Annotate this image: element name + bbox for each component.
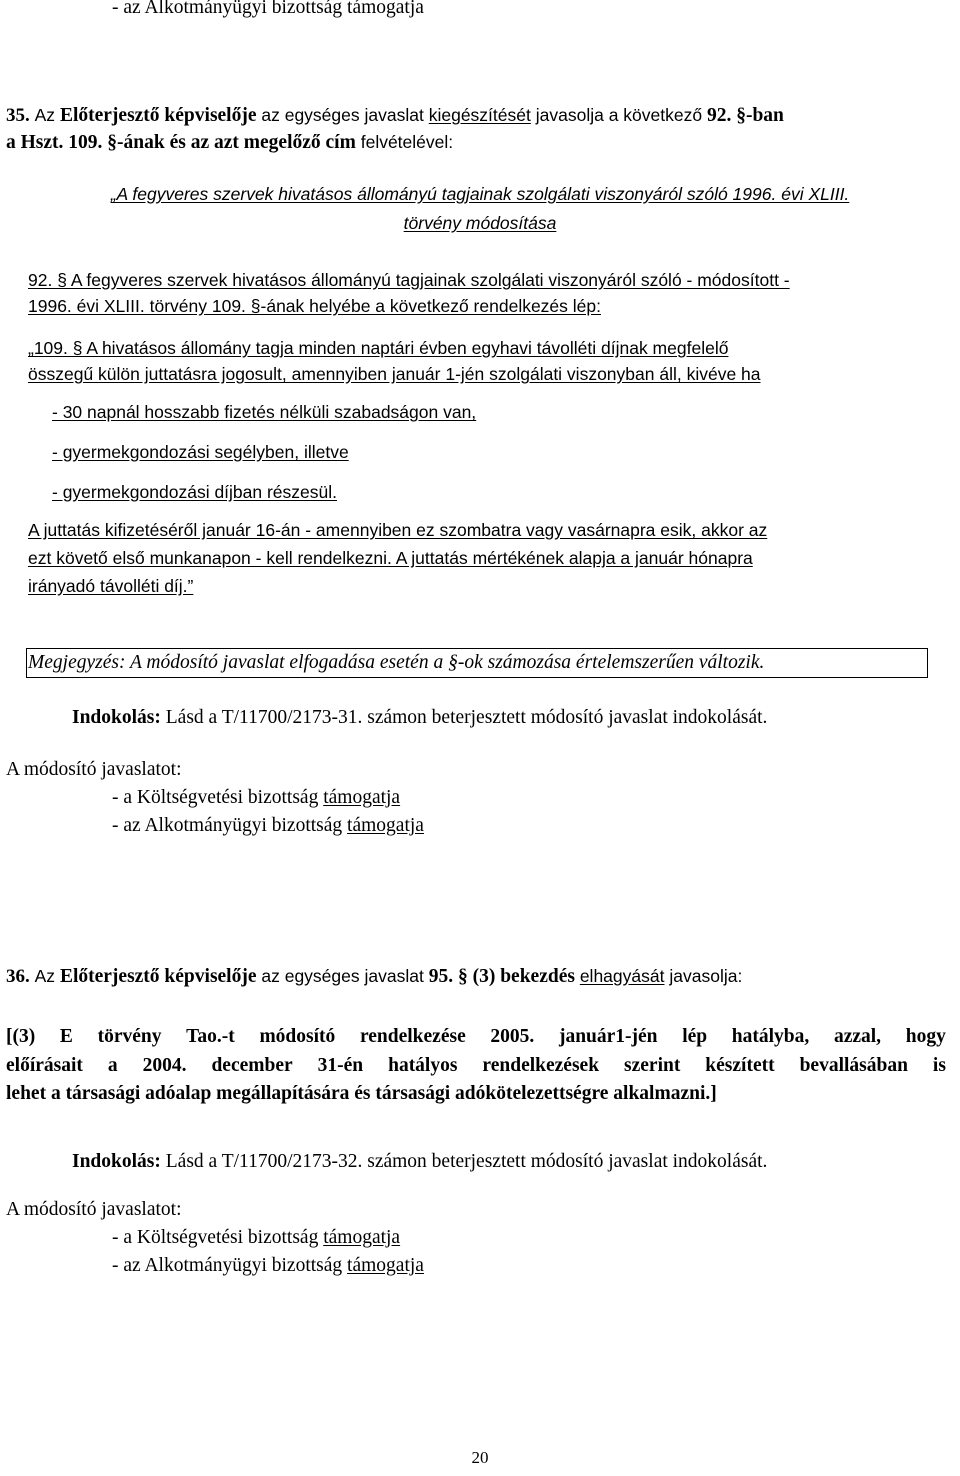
support-line-36-2	[112, 1254, 424, 1278]
word: E	[59, 1026, 73, 1047]
law-title-line2	[0, 211, 960, 235]
para-109-line2: összegű külön juttatásra jogosult, amennyiben január 1-jén szolgálati viszonyban áll, kivéve ha	[28, 364, 761, 384]
word: január1-jén	[558, 1026, 658, 1047]
law-title: „A fegyveres szervek hivatásos állományú tagjainak szolgálati viszonyáról szóló 1996. évi XLIII.	[110, 184, 850, 204]
word: 2005.	[490, 1026, 535, 1047]
heading-text: az egységes javaslat	[261, 966, 424, 986]
law-title: törvény módosítása	[403, 213, 557, 233]
item-number: 36.	[6, 966, 30, 987]
word: 2004.	[142, 1055, 187, 1076]
item-number: 35.	[6, 105, 30, 126]
justification-text: Lásd a T/11700/2173-31. számon beterjesztett módosító javaslat indokolását.	[165, 707, 768, 728]
word: is	[932, 1055, 946, 1076]
word: szerint	[624, 1055, 681, 1076]
committee: - a Költségvetési bizottság	[112, 787, 319, 808]
committee: - a Költségvetési bizottság	[112, 1227, 319, 1248]
heading-text: javasolja a következő	[535, 105, 703, 125]
support-status: támogatja	[323, 1227, 401, 1248]
word: hatályba,	[731, 1026, 810, 1047]
support-status: támogatja	[323, 787, 401, 808]
word: 31-én	[317, 1055, 364, 1076]
payment-line3: irányadó távolléti díj.”	[28, 576, 194, 596]
word: módosító	[259, 1026, 336, 1047]
heading-text: az egységes javaslat	[261, 105, 424, 125]
provision-line1	[6, 1025, 946, 1049]
committee: - az Alkotmányügyi bizottság	[112, 1255, 343, 1276]
committee: - az Alkotmányügyi bizottság	[112, 815, 343, 836]
justification-35	[72, 706, 767, 730]
word: december	[211, 1055, 293, 1076]
justification-label: Indokolás:	[72, 707, 161, 728]
support-line-36-1	[112, 1226, 400, 1250]
payment-line2: ezt követő első munkanapon - kell rendelkezni. A juttatás mértékének alapja a január hónapra	[28, 548, 753, 568]
support-line-35-2	[112, 814, 424, 838]
para-92-line1: 92. § A fegyveres szervek hivatásos állományú tagjainak szolgálati viszonyáról szóló - módosított -	[28, 270, 790, 290]
support-line-35-1	[112, 786, 400, 810]
item-35-heading	[6, 103, 784, 128]
word: Tao.-t	[186, 1026, 235, 1047]
payment-line1: A juttatás kifizetéséről január 16-án - amennyiben ez szombatra vagy vasárnapra esik, akkor az	[28, 520, 768, 540]
action-word: elhagyását	[579, 966, 665, 986]
word: törvény	[97, 1026, 162, 1047]
item-36-heading	[6, 964, 742, 989]
proposer: Előterjesztő képviselője	[59, 105, 257, 126]
word: hatályos	[388, 1055, 458, 1076]
word: hogy	[905, 1026, 946, 1047]
action-word: kiegészítését	[428, 105, 531, 125]
bullet-2: - gyermekgondozási segélyben, illetve	[52, 442, 349, 462]
heading-text: Az	[34, 966, 56, 986]
heading-text: Az	[34, 105, 56, 125]
section-ref: a Hszt. 109. §-ának és az azt megelőző cím	[6, 132, 356, 153]
word: azzal,	[833, 1026, 882, 1047]
word: bevallásában	[799, 1055, 908, 1076]
bullet-1: - 30 napnál hosszabb fizetés nélküli szabadságon van,	[52, 402, 477, 422]
provision-line2	[6, 1054, 946, 1078]
section-ref: 95. § (3) bekezdés	[428, 966, 575, 987]
word: előírásait	[6, 1055, 83, 1076]
law-title-line1	[0, 182, 960, 206]
note-text: Megjegyzés: A módosító javaslat elfogadása esetén a §-ok számozása értelemszerűen változik.	[28, 652, 765, 673]
support-status: támogatja	[347, 815, 424, 836]
justification-36	[72, 1150, 767, 1174]
heading-text: felvételével:	[360, 132, 454, 152]
item-35-heading-line2	[6, 130, 453, 155]
para-92-line2: 1996. évi XLIII. törvény 109. §-ának helyébe a következő rendelkezés lép:	[28, 296, 601, 316]
heading-text: javasolja:	[669, 966, 743, 986]
support-status: támogatja	[347, 1255, 424, 1276]
provision-line3: lehet a társasági adóalap megállapítására és társasági adókötelezettségre alkalmazni.]	[6, 1083, 717, 1104]
bullet-3: - gyermekgondozási díjban részesül.	[52, 482, 338, 502]
para-109-line1: „109. § A hivatásos állomány tagja minden naptári évben egyhavi távolléti díjnak megfelelő	[28, 338, 729, 358]
word: [(3)	[6, 1026, 36, 1047]
proposal-label-35: A módosító javaslatot:	[6, 759, 182, 780]
page-number: 20	[471, 1448, 489, 1467]
word: a	[107, 1055, 118, 1076]
proposer: Előterjesztő képviselője	[59, 966, 257, 987]
justification-text: Lásd a T/11700/2173-32. számon beterjesztett módosító javaslat indokolását.	[165, 1151, 768, 1172]
word: rendelkezése	[359, 1026, 466, 1047]
word: lép	[682, 1026, 708, 1047]
justification-label: Indokolás:	[72, 1151, 161, 1172]
section-ref: 92. §-ban	[706, 105, 784, 126]
word: készített	[705, 1055, 775, 1076]
proposal-label-36: A módosító javaslatot:	[6, 1199, 182, 1220]
support-line-top	[112, 0, 424, 20]
support-text: - az Alkotmányügyi bizottság támogatja	[112, 0, 424, 18]
word: rendelkezések	[482, 1055, 600, 1076]
